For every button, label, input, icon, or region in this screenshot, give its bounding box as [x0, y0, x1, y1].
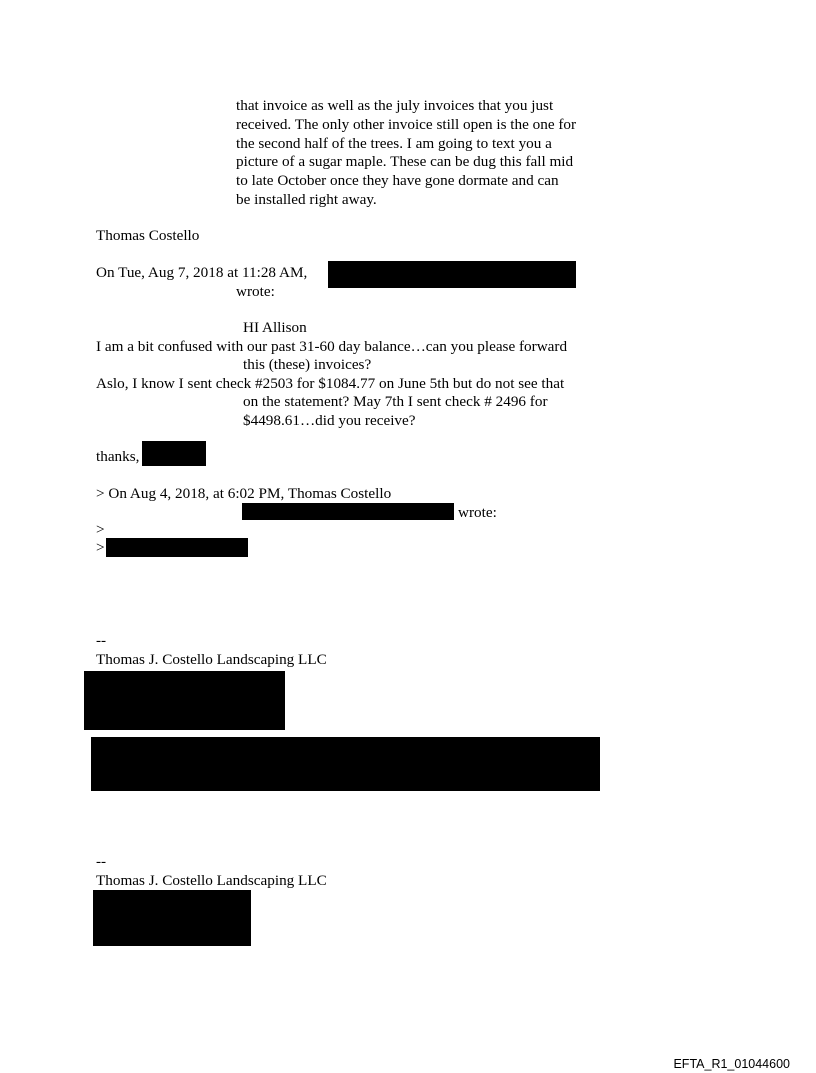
- redaction-bar: [242, 503, 454, 520]
- quoted-line: Aslo, I know I sent check #2503 for $1084.77 on June 5th but do not see that: [96, 375, 565, 392]
- thanks-line: thanks,: [96, 448, 140, 465]
- body-line: the second half of the trees. I am going to text you a: [236, 134, 552, 152]
- body-line: be installed right away.: [236, 190, 377, 208]
- quoted-greeting: HI Allison: [243, 319, 307, 336]
- redaction-bar: [142, 441, 206, 466]
- body-line: that invoice as well as the july invoices that you just: [236, 97, 554, 114]
- redaction-bar: [328, 261, 576, 288]
- nested-header-wrote: wrote:: [458, 504, 497, 521]
- nested-quote-marker: >: [96, 521, 105, 538]
- body-line: to late October once they have gone dormate and can: [236, 172, 559, 190]
- signature-company: Thomas J. Costello Landscaping LLC: [96, 872, 327, 889]
- quoted-line: on the statement? May 7th I sent check # 2496 for: [243, 393, 548, 410]
- nested-quote-marker: >: [96, 539, 105, 556]
- redaction-bar: [106, 538, 248, 557]
- quoted-line: $4498.61…did you receive?: [243, 412, 416, 429]
- message-body-continuation: [236, 97, 576, 210]
- quoted-line: I am a bit confused with our past 31-60 day balance…can you please forward: [96, 338, 568, 355]
- signature-separator: --: [96, 853, 107, 870]
- quoted-line: this (these) invoices?: [243, 356, 372, 373]
- document-id-footer: EFTA_R1_01044600: [673, 1057, 790, 1071]
- reply-header-wrote: wrote:: [236, 283, 275, 300]
- body-line: received. The only other invoice still open is the one for: [236, 115, 577, 133]
- signature-company: Thomas J. Costello Landscaping LLC: [96, 651, 327, 668]
- redaction-bar: [84, 671, 285, 730]
- redaction-bar: [91, 737, 600, 791]
- body-line: picture of a sugar maple. These can be dug this fall mid: [236, 153, 574, 171]
- nested-header-line: > On Aug 4, 2018, at 6:02 PM, Thomas Costello: [96, 485, 392, 502]
- reply-header-line: On Tue, Aug 7, 2018 at 11:28 AM,: [96, 264, 308, 281]
- signoff-name: Thomas Costello: [96, 227, 200, 244]
- signature-separator: --: [96, 632, 107, 649]
- redaction-bar: [93, 890, 251, 946]
